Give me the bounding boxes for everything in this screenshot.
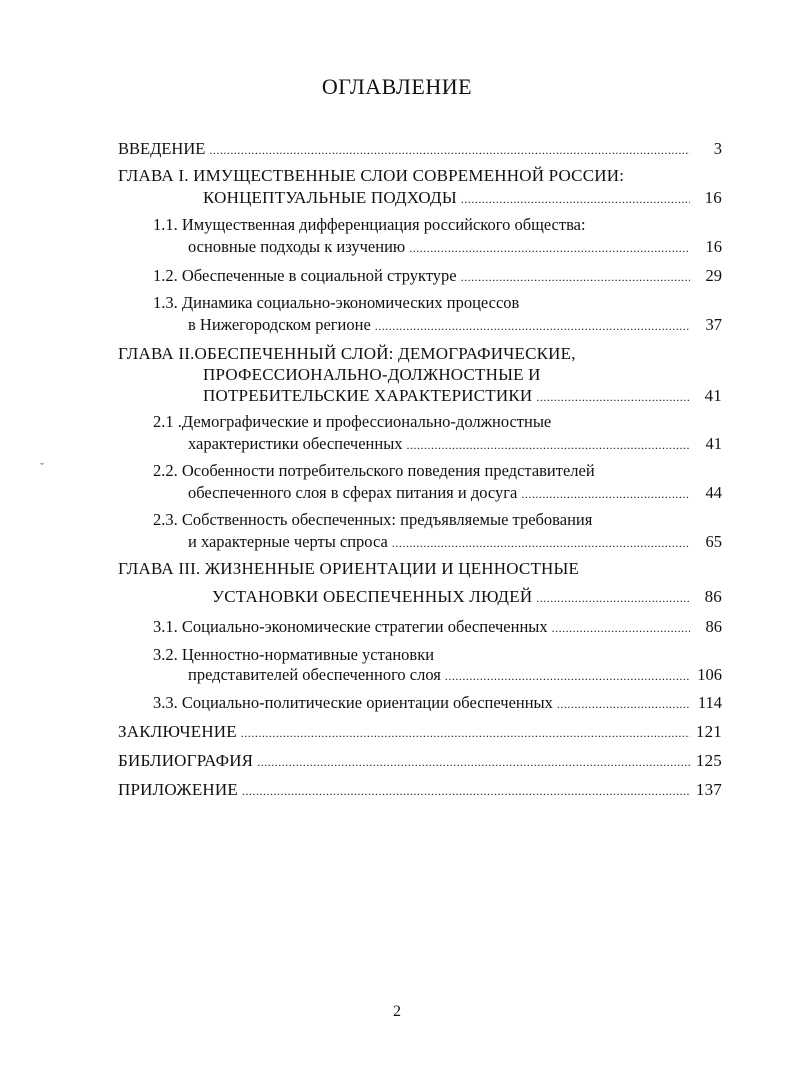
toc-chapter-3[interactable] bbox=[212, 586, 722, 608]
toc-page-number: 3 bbox=[713, 139, 722, 158]
toc-section-2-3-line1[interactable]: 2.3. Собственность обеспеченных: предъявляемые требования bbox=[153, 510, 593, 529]
toc-entry-title: 3.3. Социально-политические ориентации обеспеченных bbox=[153, 693, 553, 712]
toc-entry-title: в Нижегородском регионе bbox=[188, 315, 371, 334]
scan-mark: ˘ bbox=[40, 460, 44, 474]
toc-page-number: 16 bbox=[704, 188, 722, 207]
toc-page-number: 125 bbox=[695, 751, 722, 770]
toc-entry-title: КОНЦЕПТУАЛЬНЫЕ ПОДХОДЫ bbox=[203, 188, 457, 207]
toc-page-number: 16 bbox=[705, 237, 722, 256]
toc-page-number: 41 bbox=[704, 386, 722, 405]
toc-entry-title: основные подходы к изучению bbox=[188, 237, 406, 256]
leader-dots bbox=[407, 434, 690, 456]
toc-entry-title: ПРИЛОЖЕНИЕ bbox=[118, 780, 238, 799]
toc-page-number: 86 bbox=[705, 617, 722, 636]
toc-section-2-2-line1[interactable]: 2.2. Особенности потребительского поведения представителей bbox=[153, 461, 595, 480]
toc-page-number: 41 bbox=[705, 434, 722, 453]
toc-section-1-1[interactable] bbox=[188, 236, 722, 258]
leader-dots bbox=[392, 532, 690, 554]
toc-page-number: 137 bbox=[695, 780, 722, 799]
toc-entry-title: 1.2. Обеспеченные в социальной структуре bbox=[153, 266, 457, 285]
toc-section-3-1[interactable] bbox=[153, 616, 722, 638]
leader-dots bbox=[536, 587, 690, 609]
toc-heading: ОГЛАВЛЕНИЕ bbox=[321, 74, 473, 99]
leader-dots bbox=[552, 617, 690, 639]
toc-chapter-2[interactable] bbox=[203, 385, 722, 407]
toc-entry-title: ВВЕДЕНИЕ bbox=[118, 139, 206, 158]
toc-entry-conclusion[interactable] bbox=[118, 721, 722, 743]
toc-section-3-2[interactable] bbox=[188, 664, 722, 686]
toc-section-2-1[interactable] bbox=[188, 433, 722, 455]
leader-dots bbox=[375, 315, 690, 337]
toc-section-1-1-line1[interactable]: 1.1. Имущественная дифференциация российского общества: bbox=[153, 215, 586, 234]
toc-page-number: 65 bbox=[705, 532, 722, 551]
toc-entry-appendix[interactable] bbox=[118, 779, 722, 801]
toc-section-3-3[interactable] bbox=[153, 692, 722, 714]
toc-entry-title: обеспеченного слоя в сферах питания и досуга bbox=[188, 483, 518, 502]
toc-entry-title: УСТАНОВКИ ОБЕСПЕЧЕННЫХ ЛЮДЕЙ bbox=[212, 587, 533, 606]
toc-section-2-1-line1[interactable]: 2.1 .Демографические и профессионально-должностные bbox=[153, 412, 552, 431]
toc-section-3-2-line1[interactable]: 3.2. Ценностно-нормативные установки bbox=[153, 645, 435, 664]
toc-chapter-2-line2[interactable]: ПРОФЕССИОНАЛЬНО-ДОЛЖНОСТНЫЕ И bbox=[203, 365, 541, 384]
toc-page-number: 37 bbox=[705, 315, 722, 334]
leader-dots bbox=[536, 386, 690, 408]
toc-entry-title: 3.1. Социально-экономические стратегии обеспеченных bbox=[153, 617, 548, 636]
toc-chapter-1-line1[interactable]: ГЛАВА I. ИМУЩЕСТВЕННЫЕ СЛОИ СОВРЕМЕННОЙ РОССИИ: bbox=[118, 166, 625, 185]
toc-chapter-3-line1[interactable]: ГЛАВА III. ЖИЗНЕННЫЕ ОРИЕНТАЦИИ И ЦЕННОСТНЫЕ bbox=[118, 559, 580, 578]
leader-dots bbox=[557, 693, 690, 715]
toc-page-number: 44 bbox=[705, 483, 722, 502]
toc-page-number: 86 bbox=[704, 587, 722, 606]
toc-entry-title: БИБЛИОГРАФИЯ bbox=[118, 751, 254, 770]
toc-page-number: 121 bbox=[695, 722, 722, 741]
toc-section-2-2[interactable] bbox=[188, 482, 722, 504]
page-number: 2 bbox=[393, 1003, 401, 1020]
toc-page-number: 114 bbox=[697, 693, 722, 712]
toc-entry-introduction[interactable] bbox=[118, 138, 722, 160]
toc-section-2-3[interactable] bbox=[188, 531, 722, 553]
toc-chapter-1[interactable] bbox=[203, 187, 722, 209]
leader-dots bbox=[461, 188, 690, 210]
leader-dots bbox=[257, 751, 690, 773]
toc-entry-bibliography[interactable] bbox=[118, 750, 722, 772]
toc-section-1-2[interactable] bbox=[153, 265, 722, 287]
leader-dots bbox=[209, 139, 690, 161]
toc-entry-title: ПОТРЕБИТЕЛЬСКИЕ ХАРАКТЕРИСТИКИ bbox=[203, 386, 533, 405]
toc-entry-title: представителей обеспеченного слоя bbox=[188, 665, 441, 684]
leader-dots bbox=[445, 665, 690, 687]
leader-dots bbox=[241, 722, 690, 744]
leader-dots bbox=[409, 237, 690, 259]
leader-dots bbox=[461, 266, 690, 288]
toc-section-1-3-line1[interactable]: 1.3. Динамика социально-экономических процессов bbox=[153, 293, 520, 312]
toc-chapter-2-line1[interactable]: ГЛАВА II.ОБЕСПЕЧЕННЫЙ СЛОЙ: ДЕМОГРАФИЧЕСКИЕ, bbox=[118, 344, 576, 363]
toc-page-number: 29 bbox=[705, 266, 722, 285]
leader-dots bbox=[521, 483, 690, 505]
toc-entry-title: ЗАКЛЮЧЕНИЕ bbox=[118, 722, 237, 741]
toc-entry-title: характеристики обеспеченных bbox=[188, 434, 403, 453]
leader-dots bbox=[242, 780, 690, 802]
toc-entry-title: и характерные черты спроса bbox=[188, 532, 388, 551]
toc-section-1-3[interactable] bbox=[188, 314, 722, 336]
toc-page-number: 106 bbox=[697, 665, 722, 684]
